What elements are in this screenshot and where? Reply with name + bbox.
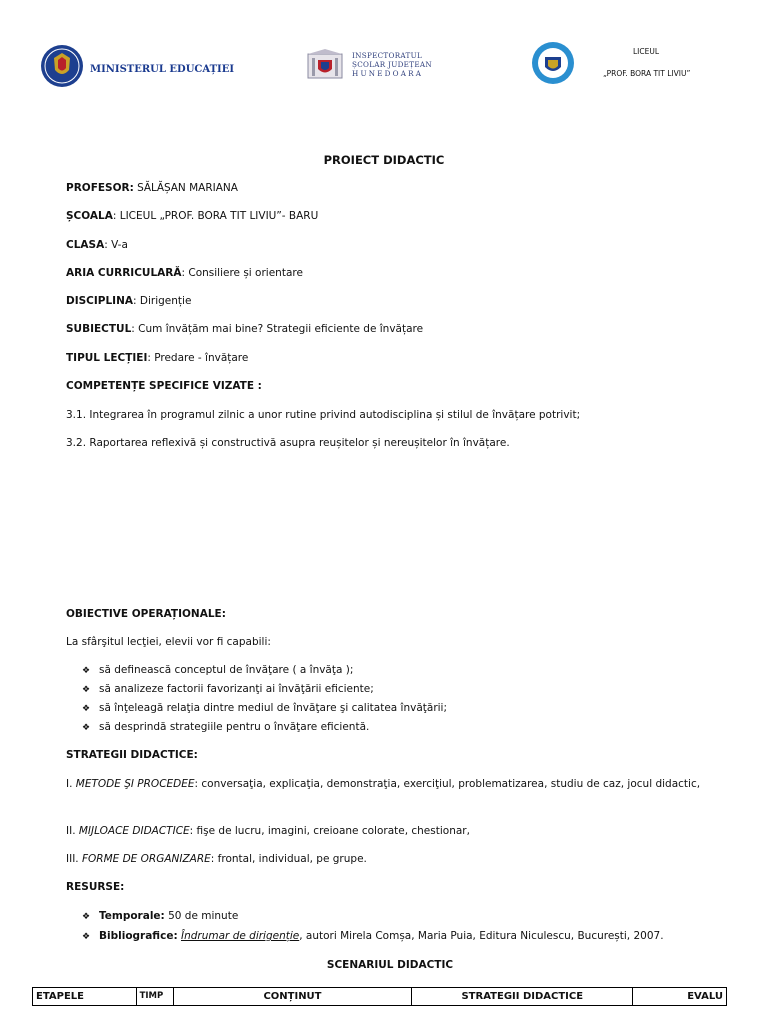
clasa-line [66,239,128,251]
list-item [82,721,369,733]
disciplina-label: DISCIPLINA [66,295,134,307]
list-item [82,930,664,942]
isj-line-1: INSPECTORATUL [352,51,423,60]
forme-line [66,853,367,865]
disciplina-value: : Dirigenție [133,295,192,307]
clasa-label: CLASA [66,239,105,251]
forme-text: : frontal, individual, pe grupe. [210,853,367,865]
mijloace-text: : fişe de lucru, imagini, creioane colorate, chestionar, [189,825,470,837]
aria-label: ARIA CURRICULARĂ [66,267,182,279]
biblio-rest: , autori Mirela Comșa, Maria Puia, Editura Niculescu, București, 2007. [299,930,664,942]
diamond-bullet-icon: ❖ [82,723,91,733]
resurse-heading-text: RESURSE: [66,881,125,893]
school-name-line-1: LICEUL [633,47,660,56]
obiective-heading [66,608,226,620]
scoala-value: : LICEUL „PROF. BORA TIT LIVIU”- BARU [112,210,319,222]
disciplina-line [66,295,191,307]
diamond-bullet-icon: ❖ [82,704,91,714]
clasa-value: : V-a [104,239,128,251]
aria-value: : Consiliere și orientare [181,267,303,279]
temporale-label: Temporale: [99,910,165,922]
forme-label: FORME DE ORGANIZARE [81,853,211,865]
table-header-row [33,988,727,1006]
school-name-line-2: „PROF. BORA TIT LIVIU” [603,69,691,78]
profesor-line [66,182,238,194]
tip-lectie-value: : Predare - învățare [147,352,249,364]
column-header-evaluare: EVALU [633,988,727,1006]
resurse-heading [66,881,124,893]
subiect-label: SUBIECTUL [66,323,132,335]
strategii-heading-text: STRATEGII DIDACTICE: [66,749,198,761]
aria-line [66,267,303,279]
objective-text: să înţeleagă relaţia dintre mediul de învăţare şi calitatea învăţării; [99,702,448,714]
ministry-name: MINISTERUL EDUCAȚIEI [90,64,234,75]
objective-text: să analizeze factorii favorizanţi ai învăţării eficiente; [99,683,374,695]
metode-prefix: I. [66,778,76,790]
column-header-strategii: STRATEGII DIDACTICE [412,988,633,1006]
temporale-value: 50 de minute [164,910,239,922]
liceu-logo [531,41,575,85]
metode-label: METODE ŞI PROCEDEE [75,778,195,790]
scenariu-title: SCENARIUL DIDACTIC [326,959,454,971]
scoala-label: ȘCOALA [66,210,113,222]
scenariu-table [32,987,727,1006]
tip-lectie-label: TIPUL LECȚIEI [66,352,148,364]
isj-hunedoara-logo [306,48,346,80]
isj-line-2: ȘCOLAR JUDEȚEAN [352,60,432,69]
competente-heading-text: COMPETENȚE SPECIFICE VIZATE : [66,380,262,392]
column-header-continut: CONȚINUT [173,988,411,1006]
isj-line-3: HUNEDOARA [352,69,424,78]
isj-name [352,51,432,78]
list-item [82,910,238,922]
diamond-bullet-icon: ❖ [82,666,91,676]
forme-prefix: III. [66,853,82,865]
biblio-title: Îndrumar de dirigenție [180,930,300,942]
mijloace-line [66,825,470,837]
subiect-value: : Cum învățăm mai bine? Strategii eficiente de învățare [131,323,424,335]
competente-heading [66,380,262,392]
obiective-heading-text: OBIECTIVE OPERAȚIONALE: [66,608,226,620]
competenta-item: 3.1. Integrarea în programul zilnic a unor rutine privind autodisciplina și stilul de învățare potrivit; [66,409,581,421]
profesor-label: PROFESOR: [66,182,134,194]
competenta-item: 3.2. Raportarea reflexivă și constructivă asupra reușitelor și nereușitelor în învățare. [66,437,510,449]
diamond-bullet-icon: ❖ [82,912,91,922]
profesor-value: SĂLĂȘAN MARIANA [133,182,238,194]
obiective-intro: La sfârşitul lecţiei, elevii vor fi capabili: [66,636,271,648]
mijloace-label: MIJLOACE DIDACTICE [78,825,190,837]
metode-paragraph [66,775,702,794]
document-title: PROIECT DIDACTIC [323,153,445,167]
list-item [82,664,353,676]
romania-coat-of-arms-logo [40,44,84,88]
strategii-heading [66,749,198,761]
diamond-bullet-icon: ❖ [82,932,91,942]
diamond-bullet-icon: ❖ [82,685,91,695]
objective-text: să desprindă strategiile pentru o învăţare eficientă. [99,721,370,733]
metode-text: : conversaţia, explicaţia, demonstraţia, exerciţiul, problematizarea, studiu de caz, jocul didactic, [194,778,701,790]
tip-lectie-line [66,352,248,364]
document-header [0,38,768,94]
list-item [82,702,447,714]
biblio-label: Bibliografice: [99,930,178,942]
scoala-line [66,210,318,222]
list-item [82,683,374,695]
subiect-line [66,323,423,335]
objective-text: să definească conceptul de învăţare ( a învăţa ); [99,664,354,676]
column-header-etapele: ETAPELE [33,988,137,1006]
column-header-timp: TIMP [136,988,173,1006]
mijloace-prefix: II. [66,825,79,837]
